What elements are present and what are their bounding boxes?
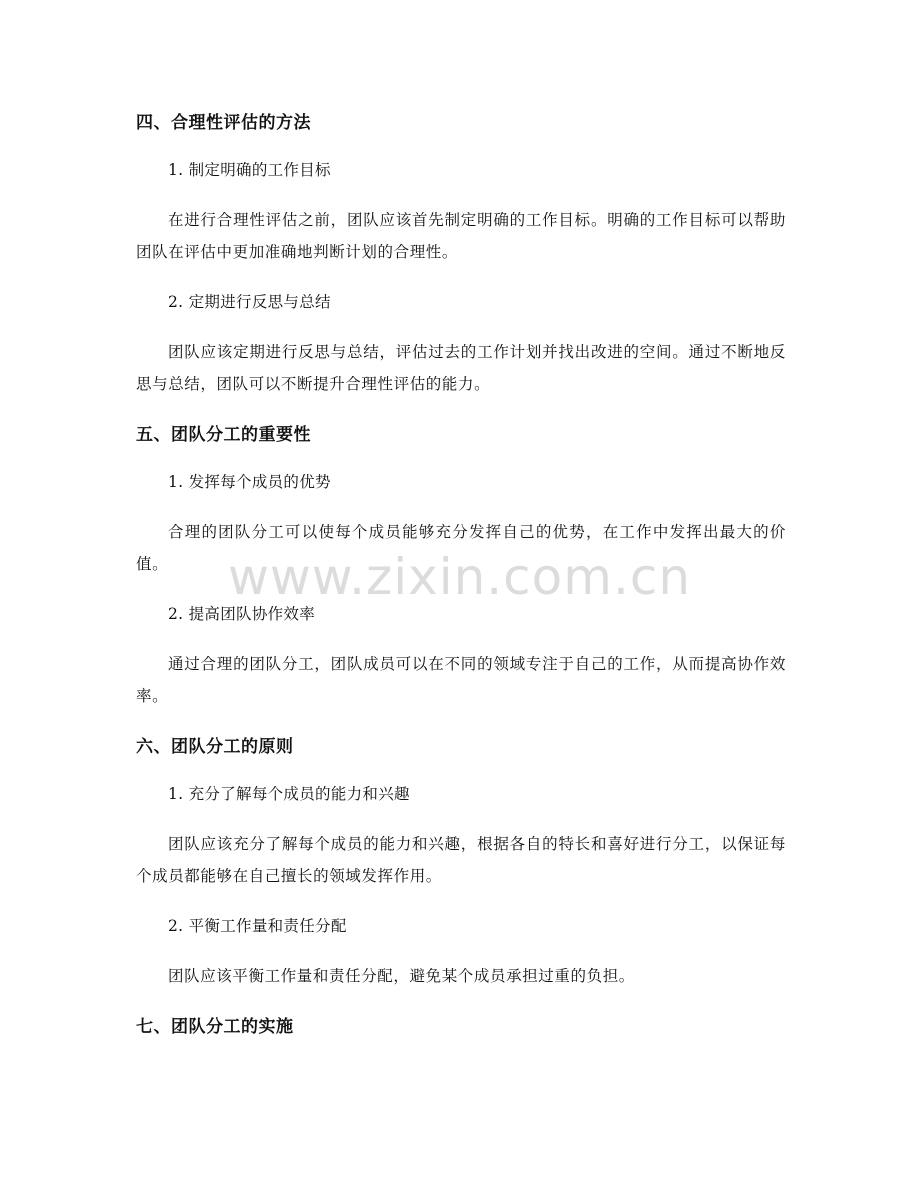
section-heading: 四、合理性评估的方法 (136, 113, 311, 133)
paragraph: 团队应该平衡工作量和责任分配，避免某个成员承担过重的负担。 (168, 967, 635, 985)
watermark: www.zixin.com.cn (228, 548, 692, 606)
paragraph: 通过合理的团队分工，团队成员可以在不同的领域专注于自己的工作，从而提高协作效率。 (136, 655, 786, 705)
sub-heading: 1. 充分了解每个成员的能力和兴趣 (168, 785, 410, 803)
sub-heading: 1. 发挥每个成员的优势 (168, 473, 331, 491)
section-4 (136, 108, 786, 400)
sub-heading: 2. 平衡工作量和责任分配 (168, 917, 347, 935)
section-heading: 五、团队分工的重要性 (136, 425, 311, 445)
section-7 (136, 1012, 786, 1042)
paragraph: 团队应该充分了解每个成员的能力和兴趣，根据各自的特长和喜好进行分工，以保证每个成员都能够在自己擅长的领域发挥作用。 (136, 835, 786, 885)
sub-heading: 2. 提高团队协作效率 (168, 605, 316, 623)
section-6 (136, 732, 786, 992)
paragraph: 团队应该定期进行反思与总结，评估过去的工作计划并找出改进的空间。通过不断地反思与总结，团队可以不断提升合理性评估的能力。 (136, 343, 786, 393)
section-heading: 七、团队分工的实施 (136, 1017, 294, 1037)
section-heading: 六、团队分工的原则 (136, 737, 294, 757)
section-5 (136, 420, 786, 712)
sub-heading: 1. 制定明确的工作目标 (168, 161, 331, 179)
document-body (136, 108, 786, 1060)
paragraph: 合理的团队分工可以使每个成员能够充分发挥自己的优势，在工作中发挥出最大的价值。 (136, 523, 786, 573)
paragraph: 在进行合理性评估之前，团队应该首先制定明确的工作目标。明确的工作目标可以帮助团队在评估中更加准确地判断计划的合理性。 (136, 211, 786, 261)
sub-heading: 2. 定期进行反思与总结 (168, 293, 331, 311)
